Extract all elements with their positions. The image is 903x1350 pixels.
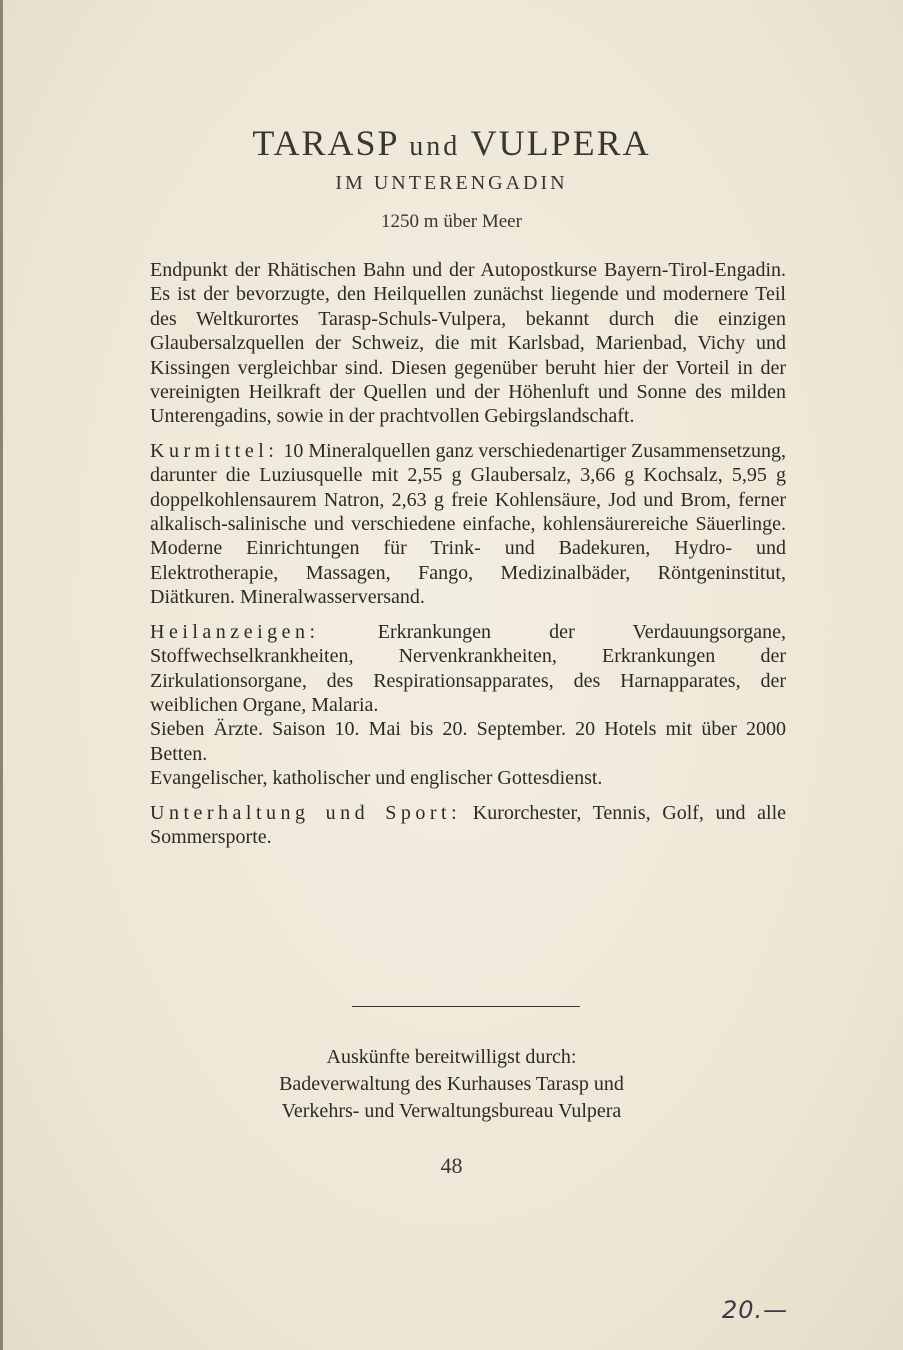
contact-block	[0, 1044, 903, 1125]
unterhaltung-text: Kurorchester, Tennis, Golf, und alle Sommersporte.	[150, 801, 786, 848]
kurmittel-label: Kurmittel:	[150, 439, 279, 462]
page-number: 48	[440, 1153, 463, 1178]
body-text	[150, 258, 786, 849]
page-subtitle: IM UNTERENGADIN	[335, 172, 568, 194]
altitude-line: 1250 m über Meer	[381, 211, 522, 232]
unterhaltung-paragraph	[150, 801, 786, 850]
aerzte-paragraph: Sieben Ärzte. Saison 10. Mai bis 20. September. 20 Hotels mit über 2000 Betten.	[150, 718, 786, 765]
page-edge	[0, 0, 3, 1350]
gottesdienst-paragraph: Evangelischer, katholischer und englischer Gottesdienst.	[150, 767, 603, 790]
contact-line-3: Verkehrs- und Verwaltungsbureau Vulpera	[281, 1100, 622, 1122]
intro-paragraph: Endpunkt der Rhätischen Bahn und der Autopostkurse Bayern-Tirol-Engadin. Es ist der bevorzugte, den Heilquellen zunächst liegende und modernere Teil des Weltkurortes Tarasp-Schuls-Vulpera, bekannt durch die einzigen Glaubersalzquellen der Schweiz, die mit Karlsbad, Marienbad, Vichy und Kissingen vergleichbar sind. Diesen gegenüber beruht hier der Vorteil in der vereinigten Heilkraft der Quellen und der Höhenluft und Sonne des milden Unterengadins, sowie in der prachtvollen Gebirgslandschaft.	[150, 259, 786, 428]
handwritten-price-note: 20.—	[722, 1296, 789, 1324]
title-tarasp: TARASP	[252, 123, 399, 163]
kurmittel-text: 10 Mineralquellen ganz verschiedenartiger Zusammensetzung, darunter die Luziusquelle mit 2,55 g Glaubersalz, 3,66 g Kochsalz, 5,95 g doppelkohlensaurem Natron, 2,63 g freie Kohlensäure, Jod und Brom, ferner alkalisch-salinische und verschiedene einfache, kohlensäurereiche Säuerlinge. Moderne Einrichtungen für Trink- und Badekuren, Hydro- und Elektrotherapie, Massagen, Fango, Medizinalbäder, Röntgeninstitut, Diätkuren. Mineralwasserversand.	[150, 439, 786, 609]
heilanzeigen-label: Heilanzeigen:	[150, 620, 320, 643]
divider-rule	[352, 1006, 580, 1007]
unterhaltung-label: Unterhaltung und Sport:	[150, 801, 462, 824]
heilanzeigen-text: Erkrankungen der Verdauungsorgane, Stoffwechselkrankheiten, Nervenkrankheiten, Erkrankungen der Zirkulationsorgane, des Respirationsapparates, des Harnapparates, der weiblichen Organe, Malaria.	[150, 620, 787, 716]
title-vulpera: VULPERA	[470, 123, 651, 163]
kurmittel-paragraph	[150, 439, 786, 610]
contact-line-2: Badeverwaltung des Kurhauses Tarasp und	[279, 1073, 624, 1095]
page-title	[0, 122, 903, 164]
contact-line-1: Auskünfte bereitwilligst durch:	[326, 1046, 577, 1068]
heilanzeigen-paragraph	[150, 620, 786, 718]
title-und: und	[409, 131, 461, 162]
